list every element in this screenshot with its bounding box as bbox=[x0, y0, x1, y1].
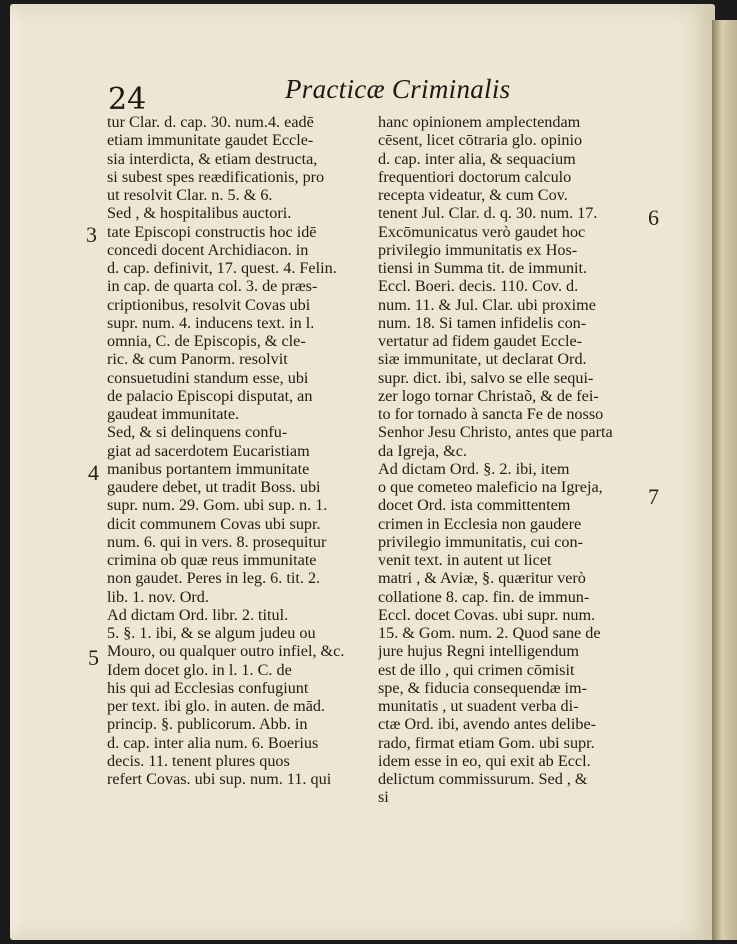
text-line: vertatur ad fidem gaudet Eccle- bbox=[378, 332, 583, 350]
text-line: supr. dict. ibi, salvo se elle sequi- bbox=[378, 368, 594, 387]
text-line: d. cap. inter alia num. 6. Boerius bbox=[107, 733, 319, 752]
text-line: Senhor Jesu Christo, antes que parta bbox=[378, 423, 613, 442]
text-line: consuetudini standum esse, ubi bbox=[107, 368, 309, 387]
text-line: o que cometeo maleficio na Igreja, bbox=[378, 478, 603, 496]
text-line: collatione 8. cap. fin. de immun- bbox=[378, 587, 590, 606]
text-line: Sed , & hospitalibus auctori. bbox=[107, 204, 292, 223]
text-line: d. cap. inter alia, & sequacium bbox=[378, 149, 576, 168]
text-line: to for tornado à sancta Fe de nosso bbox=[378, 405, 604, 423]
text-line: ut resolvit Clar. n. 5. & 6. bbox=[107, 186, 273, 204]
text-line: gaudeat immunitate. bbox=[107, 405, 240, 423]
text-line: lib. 1. nov. Ord. bbox=[107, 587, 209, 606]
running-head: Practicæ Criminalis bbox=[285, 74, 511, 104]
text-line: manibus portantem immunitate bbox=[107, 459, 310, 478]
text-line: cēsent, licet cōtraria glo. opinio bbox=[378, 131, 583, 150]
text-line: num. 18. Si tamen infidelis con- bbox=[378, 313, 587, 332]
text-line: recepta videatur, & cum Cov. bbox=[378, 186, 568, 204]
margin-number-left-1: 3 bbox=[86, 222, 97, 247]
text-line: supr. num. 4. inducens text. in l. bbox=[107, 313, 315, 332]
text-line: Sed, & si delinquens confu- bbox=[107, 423, 288, 442]
text-line: spe, & fiducia consequendæ im- bbox=[378, 678, 588, 697]
text-line: tiensi in Summa tit. de immunit. bbox=[378, 259, 588, 277]
text-line: est de illo , qui crimen cōmisit bbox=[378, 660, 575, 679]
text-line: num. 6. qui in vers. 8. prosequitur bbox=[107, 532, 327, 551]
text-line: princip. §. publicorum. Abb. in bbox=[107, 715, 308, 734]
text-line: si bbox=[378, 788, 389, 807]
margin-number-right-2: 7 bbox=[648, 484, 659, 509]
text-line: tur Clar. d. cap. 30. num.4. eadē bbox=[107, 113, 314, 131]
text-line: siæ immunitate, ut declarat Ord. bbox=[378, 350, 587, 369]
text-line: venit text. in autent ut licet bbox=[378, 551, 552, 569]
text-line: in cap. de quarta col. 3. de præs- bbox=[107, 277, 318, 296]
text-line: Ad dictam Ord. libr. 2. titul. bbox=[107, 605, 289, 624]
text-line: decis. 11. tenent plures quos bbox=[107, 751, 290, 770]
text-line: crimen in Ecclesia non gaudere bbox=[378, 514, 582, 533]
text-line: docet Ord. ista committentem bbox=[378, 496, 571, 515]
text-line: gaudere debet, ut tradit Boss. ubi bbox=[107, 478, 321, 496]
text-line: d. cap. definivit, 17. quest. 4. Felin. bbox=[107, 259, 337, 277]
text-line: omnia, C. de Episcopis, & cle- bbox=[107, 332, 306, 350]
margin-number-right-1: 6 bbox=[648, 205, 659, 230]
text-line: tate Episcopi constructis hoc idē bbox=[107, 222, 317, 241]
text-line: num. 11. & Jul. Clar. ubi proxime bbox=[378, 295, 596, 314]
text-line: Excōmunicatus verò gaudet hoc bbox=[378, 222, 586, 241]
text-line: privilegio immunitatis, cui con- bbox=[378, 532, 584, 551]
text-line: jure hujus Regni intelligendum bbox=[378, 642, 579, 661]
text-line: delictum commissurum. Sed , & bbox=[378, 770, 588, 788]
text-line: idem esse in eo, qui exit ab Eccl. bbox=[378, 751, 591, 770]
text-line: frequentiori doctorum calculo bbox=[378, 167, 572, 186]
text-line: rado, firmat etiam Gom. ubi supr. bbox=[378, 733, 595, 752]
right-column bbox=[378, 113, 650, 807]
text-line: da Igreja, &c. bbox=[378, 441, 467, 460]
page-number: 24 bbox=[108, 82, 147, 117]
text-line: privilegio immunitatis ex Hos- bbox=[378, 240, 578, 259]
text-line: Mouro, ou qualquer outro infiel, &c. bbox=[107, 642, 345, 661]
text-line: Ad dictam Ord. §. 2. ibi, item bbox=[378, 459, 570, 478]
text-line: etiam immunitate gaudet Eccle- bbox=[107, 131, 314, 150]
text-line: de palacio Episcopi disputat, an bbox=[107, 386, 313, 405]
text-line: ctæ Ord. ibi, avendo antes delibe- bbox=[378, 715, 597, 734]
margin-number-left-3: 5 bbox=[88, 645, 99, 670]
text-line: zer logo tornar Christaõ, & de fei- bbox=[378, 386, 599, 405]
text-line: ric. & cum Panorm. resolvit bbox=[107, 350, 288, 369]
text-line: 5. §. 1. ibi, & se algum judeu ou bbox=[107, 624, 316, 642]
text-line: per text. ibi glo. in auten. de mād. bbox=[107, 697, 326, 715]
text-line: Idem docet glo. in l. 1. C. de bbox=[107, 660, 292, 679]
text-line: tenent Jul. Clar. d. q. 30. num. 17. bbox=[378, 204, 598, 223]
text-line: his qui ad Ecclesias confugiunt bbox=[107, 678, 309, 697]
text-line: concedi docent Archidiacon. in bbox=[107, 240, 309, 259]
text-line: dicit communem Covas ubi supr. bbox=[107, 514, 321, 533]
margin-number-left-2: 4 bbox=[88, 460, 99, 485]
text-line: criptionibus, resolvit Covas ubi bbox=[107, 295, 311, 314]
text-line: refert Covas. ubi sup. num. 11. qui bbox=[107, 770, 332, 788]
text-line: giat ad sacerdotem Eucaristiam bbox=[107, 441, 310, 460]
text-line: matri , & Aviæ, §. quæritur verò bbox=[378, 569, 586, 588]
text-line: non gaudet. Peres in leg. 6. tit. 2. bbox=[107, 569, 321, 588]
text-line: 15. & Gom. num. 2. Quod sane de bbox=[378, 624, 601, 642]
page-edge bbox=[712, 20, 737, 940]
text-line: hanc opinionem amplectendam bbox=[378, 113, 581, 131]
text-line: sia interdicta, & etiam destructa, bbox=[107, 149, 318, 168]
text-line: munitatis , ut suadent verba di- bbox=[378, 697, 579, 715]
text-line: supr. num. 29. Gom. ubi sup. n. 1. bbox=[107, 496, 328, 515]
text-line: Eccl. docet Covas. ubi supr. num. bbox=[378, 605, 596, 624]
text-line: Eccl. Boeri. decis. 110. Cov. d. bbox=[378, 277, 579, 296]
left-column bbox=[107, 113, 369, 788]
text-line: si subest spes reædificationis, pro bbox=[107, 167, 325, 186]
text-line: crimina ob quæ reus immunitate bbox=[107, 551, 317, 569]
